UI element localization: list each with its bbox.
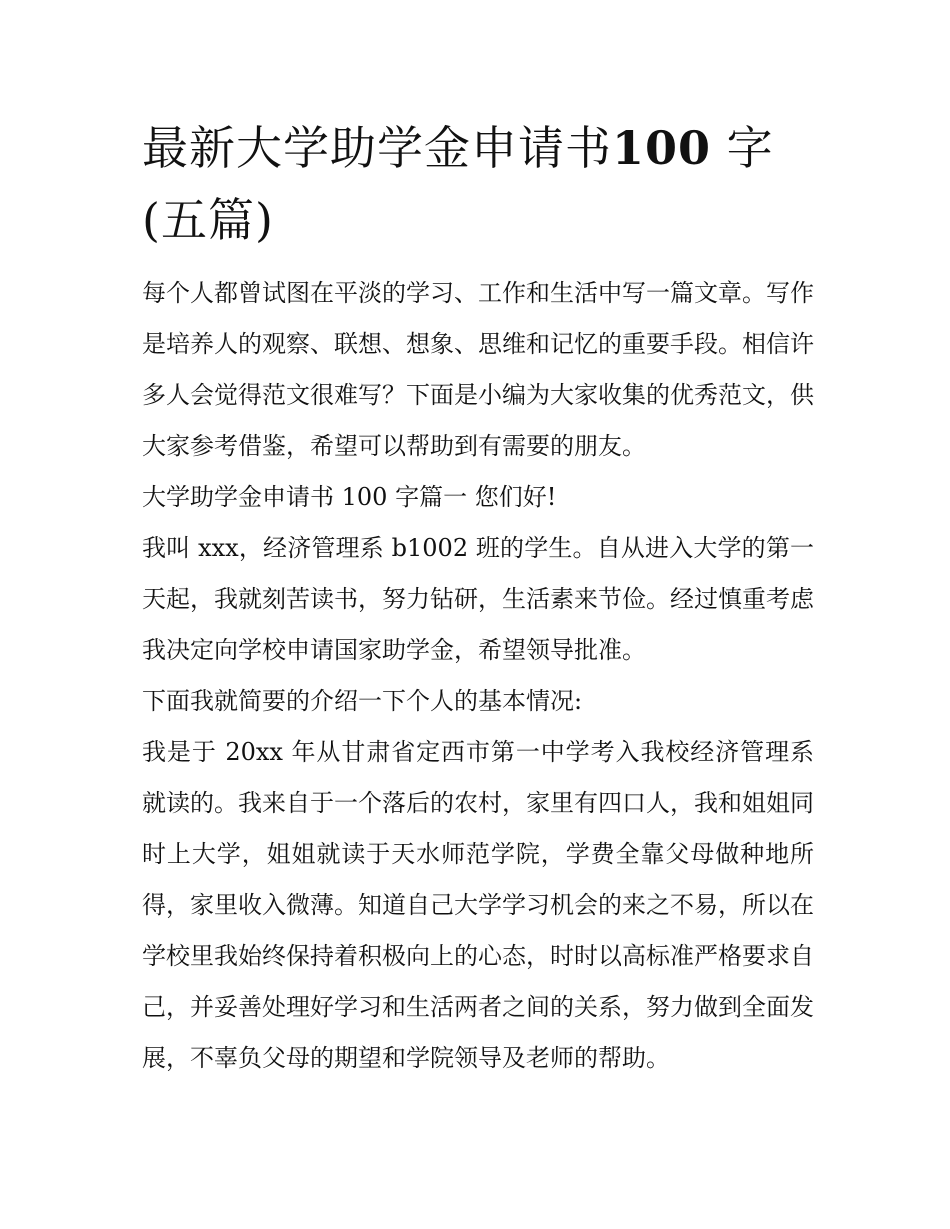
title-text-part1: 最新大学助学金申请书 [142,121,612,175]
title-text-part2: 字(五篇) [142,121,774,247]
document-body [142,268,814,1084]
document-title [142,112,814,256]
paragraph-intro: 每个人都曾试图在平淡的学习、工作和生活中写一篇文章。写作是培养人的观察、联想、想象、思维和记忆的重要手段。相信许多人会觉得范文很难写？下面是小编为大家收集的优秀范文，供大家参考借鉴，希望可以帮助到有需要的朋友。 [142,279,814,460]
paragraph-transition: 下面我就简要的介绍一下个人的基本情况: [142,687,583,715]
title-number: 100 [612,121,712,175]
paragraph-self-intro: 我叫 xxx，经济管理系 b1002 班的学生。自从进入大学的第一天起，我就刻苦读书，努力钻研，生活素来节俭。经过慎重考虑我决定向学校申请国家助学金，希望领导批准。 [142,534,814,664]
paragraph-heading-line: 大学助学金申请书 100 字篇一 您们好! [142,483,557,511]
document-content [142,112,814,1084]
paragraph-background: 我是于 20xx 年从甘肃省定西市第一中学考入我校经济管理系就读的。我来自于一个落后的农村，家里有四口人，我和姐姐同时上大学，姐姐就读于天水师范学院，学费全靠父母做种地所得，家里收入微薄。知道自己大学学习机会的来之不易，所以在学校里我始终保持着积极向上的心态，时时以高标准严格要求自己，并妥善处理好学习和生活两者之间的关系，努力做到全面发展，不辜负父母的期望和学院领导及老师的帮助。 [142,738,814,1072]
